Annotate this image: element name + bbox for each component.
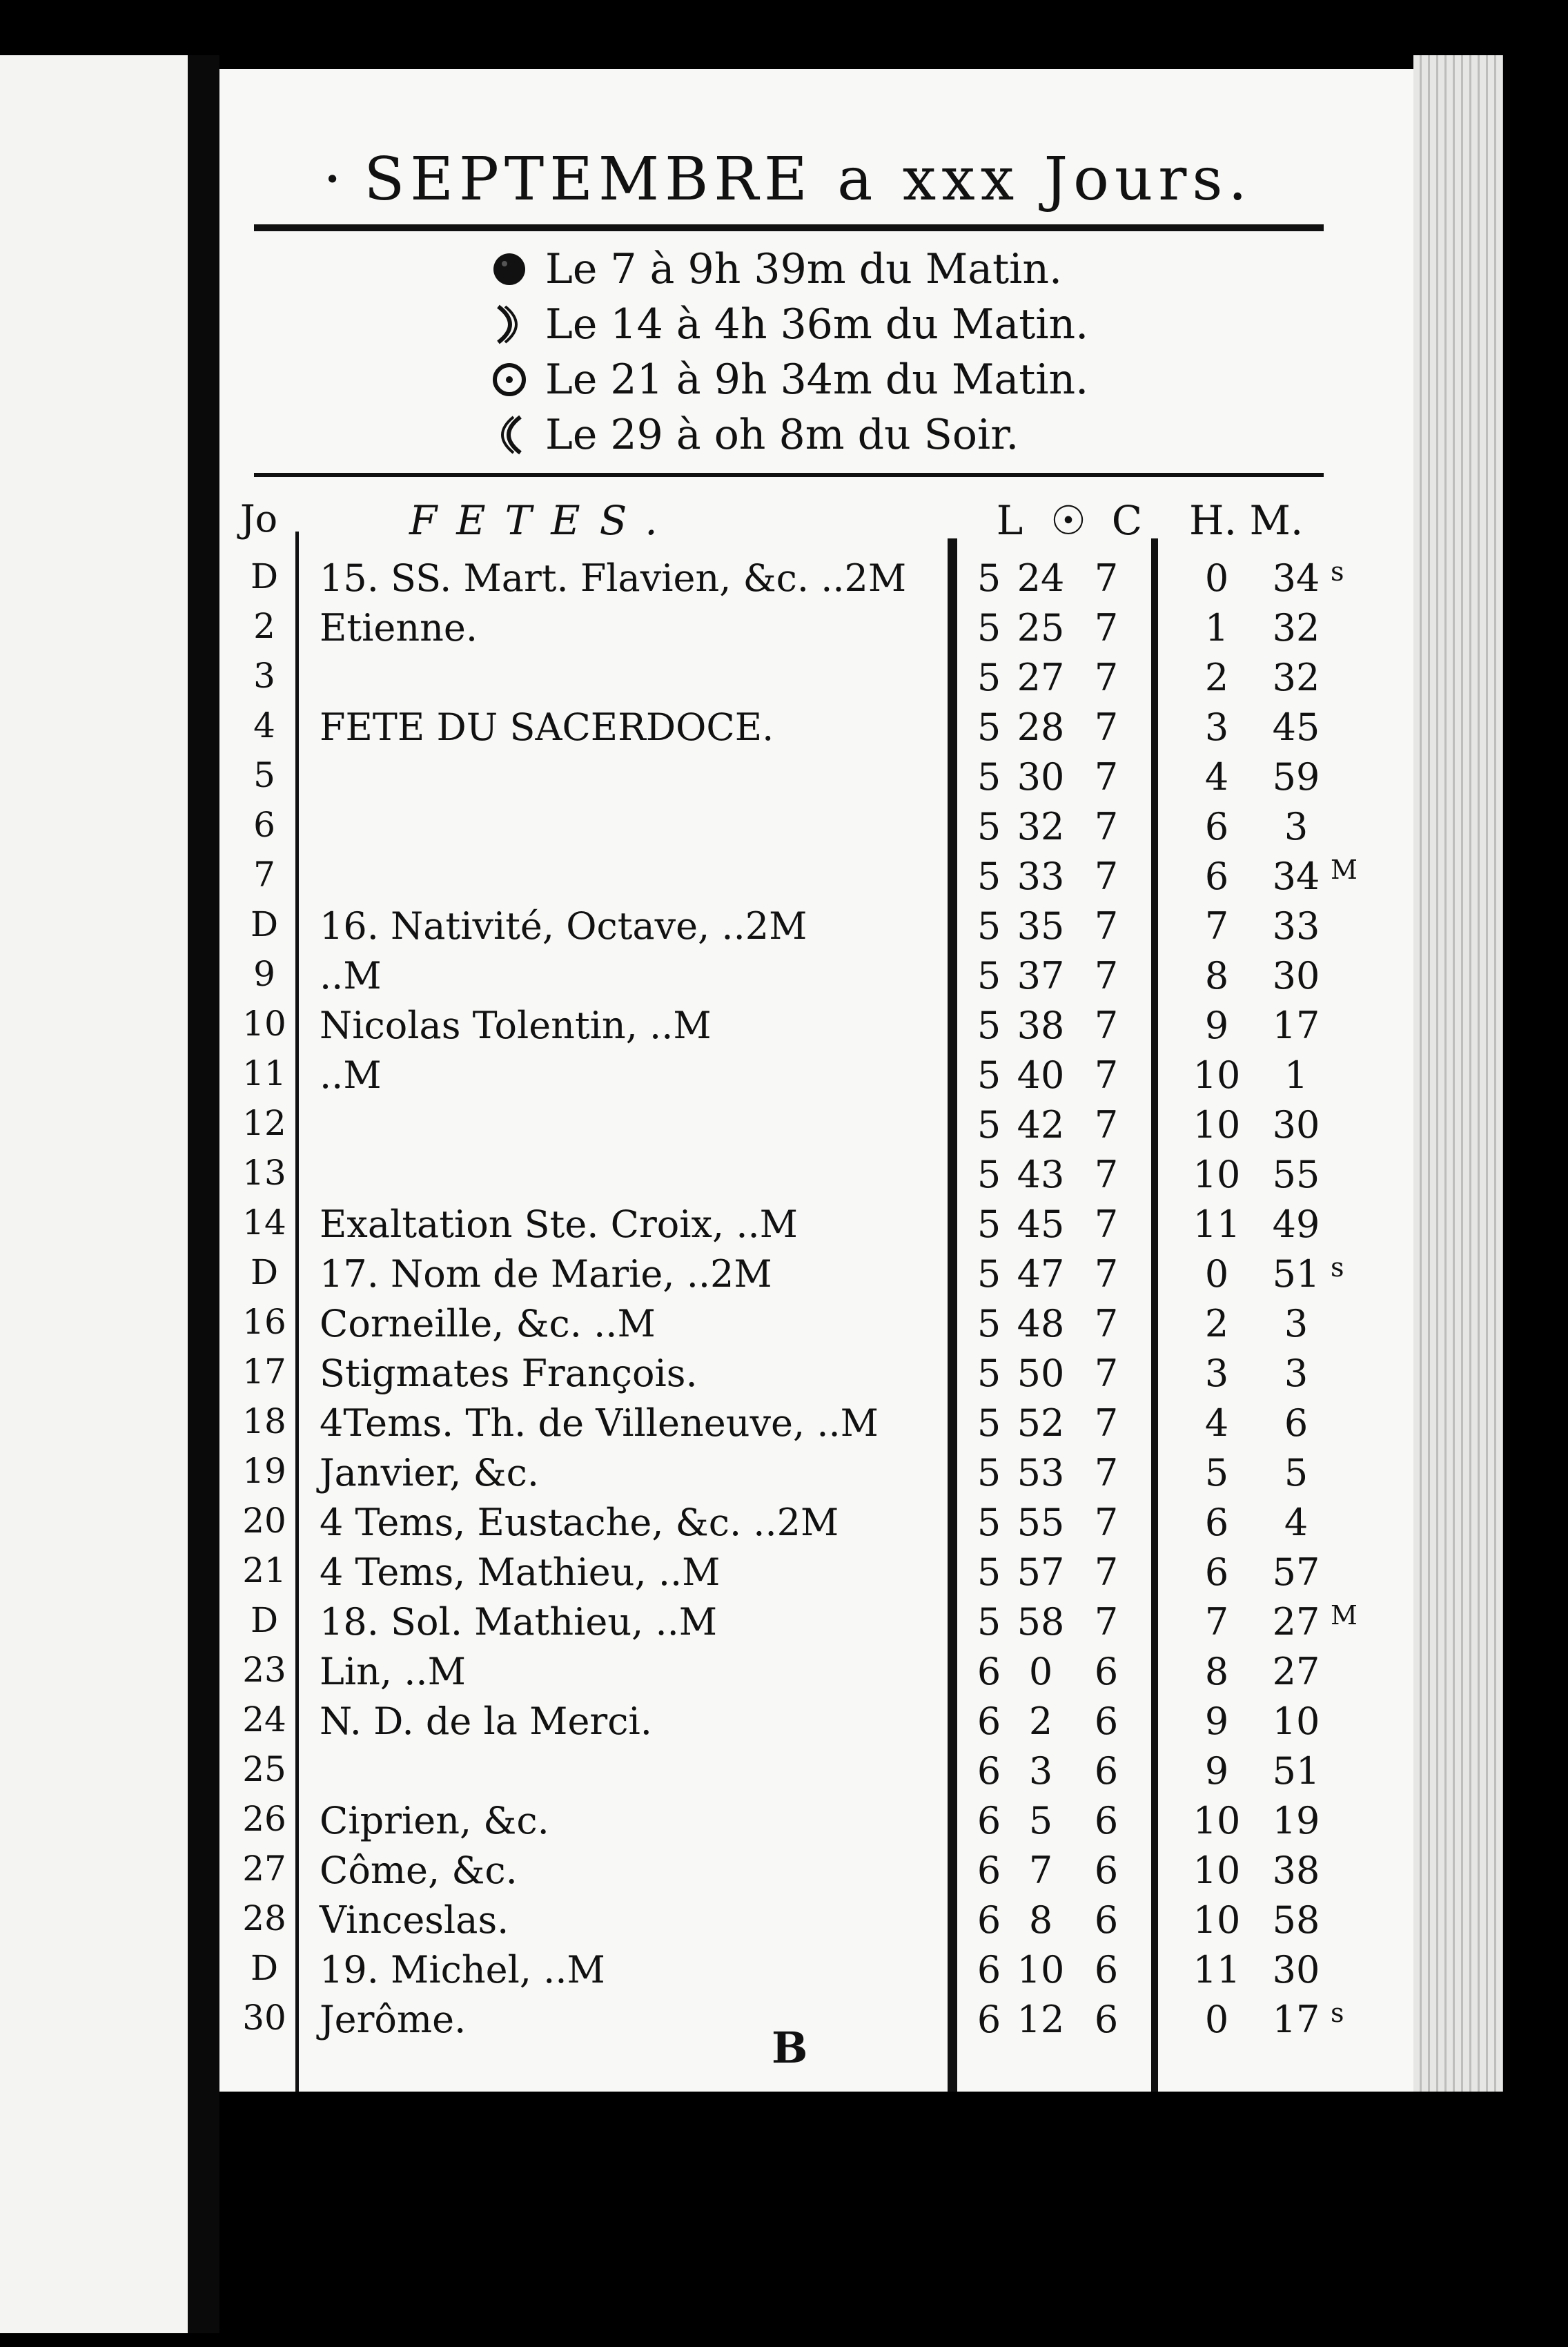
sunset-hour: 7 bbox=[1094, 954, 1119, 997]
sunset-hour: 6 bbox=[1094, 1998, 1119, 2041]
row-fete: Exaltation Ste. Croix, ..M bbox=[320, 1202, 798, 1246]
table-top-rule bbox=[254, 473, 1324, 477]
moon-minute: 59 bbox=[1272, 755, 1320, 799]
last-quarter-icon bbox=[489, 414, 530, 456]
row-fete: ..M bbox=[320, 1053, 382, 1097]
sunset-hour: 7 bbox=[1094, 1451, 1119, 1494]
signature-mark: B bbox=[772, 2023, 808, 2073]
row-fete: ..M bbox=[320, 954, 382, 997]
row-day: D bbox=[250, 1948, 279, 1988]
row-day: 28 bbox=[242, 1898, 286, 1938]
row-day: 17 bbox=[242, 1352, 286, 1392]
row-day: 14 bbox=[242, 1202, 286, 1243]
table-row bbox=[237, 1147, 1375, 1197]
row-day: 2 bbox=[253, 606, 275, 646]
row-fete: 4 Tems, Mathieu, ..M bbox=[320, 1550, 721, 1594]
table-row bbox=[237, 1296, 1375, 1346]
moon-hour: 11 bbox=[1193, 1948, 1241, 1991]
row-day: 16 bbox=[242, 1302, 286, 1342]
sunrise-hour: 5 bbox=[977, 1153, 1001, 1196]
sunrise-hour: 5 bbox=[977, 755, 1001, 799]
moon-minute: 51 bbox=[1272, 1749, 1320, 1793]
table-row bbox=[237, 799, 1375, 849]
sunrise-hour: 5 bbox=[977, 1202, 1001, 1246]
moon-minute: 51 bbox=[1272, 1252, 1320, 1296]
table-row bbox=[237, 700, 1375, 750]
moon-hour: 4 bbox=[1204, 755, 1229, 799]
table-row bbox=[237, 1048, 1375, 1098]
moon-mark: s bbox=[1331, 1252, 1344, 1283]
row-day: D bbox=[250, 1252, 279, 1292]
sunrise-minute: 57 bbox=[1017, 1550, 1065, 1594]
sunset-header: C bbox=[1111, 497, 1143, 544]
moon-minute: 32 bbox=[1272, 606, 1320, 650]
sunrise-hour: 5 bbox=[977, 1252, 1001, 1296]
table-row bbox=[237, 1396, 1375, 1445]
moon-hour: 9 bbox=[1204, 1749, 1229, 1793]
moon-minute: 34 bbox=[1272, 556, 1320, 600]
moon-hour: 9 bbox=[1204, 1700, 1229, 1743]
table-row bbox=[237, 750, 1375, 799]
row-day: D bbox=[250, 556, 279, 596]
sunrise-minute: 10 bbox=[1017, 1948, 1065, 1991]
row-fete: Etienne. bbox=[320, 606, 478, 650]
moon-hour: 7 bbox=[1204, 1600, 1229, 1644]
moon-hour: 3 bbox=[1204, 1352, 1229, 1395]
sunrise-hour: 6 bbox=[977, 1948, 1001, 1991]
sunrise-minute: 58 bbox=[1017, 1600, 1065, 1644]
row-day: 24 bbox=[242, 1700, 286, 1740]
sunset-hour: 7 bbox=[1094, 1202, 1119, 1246]
moon-minute: 38 bbox=[1272, 1849, 1320, 1892]
row-day: D bbox=[250, 1600, 279, 1640]
row-day: 3 bbox=[253, 656, 275, 696]
row-day: 27 bbox=[242, 1849, 286, 1889]
moon-minute: 3 bbox=[1284, 1302, 1309, 1345]
row-day: 23 bbox=[242, 1650, 286, 1690]
phase-text: Le 21 à 9h 34m du Matin. bbox=[545, 356, 1089, 404]
row-day: 18 bbox=[242, 1401, 286, 1441]
row-day: 19 bbox=[242, 1451, 286, 1491]
sunrise-minute: 48 bbox=[1017, 1302, 1065, 1345]
page-title bbox=[323, 145, 1427, 214]
moon-minute: 3 bbox=[1284, 805, 1309, 848]
moon-hour: 2 bbox=[1204, 656, 1229, 699]
sunrise-minute: 37 bbox=[1017, 954, 1065, 997]
sunset-hour: 7 bbox=[1094, 1401, 1119, 1445]
calendar-table bbox=[237, 497, 1375, 2154]
title-rule bbox=[254, 224, 1324, 231]
row-fete: Corneille, &c. ..M bbox=[320, 1302, 656, 1345]
row-fete: 4Tems. Th. de Villeneuve, ..M bbox=[320, 1401, 879, 1445]
sunset-hour: 7 bbox=[1094, 1501, 1119, 1544]
sunrise-minute: 27 bbox=[1017, 656, 1065, 699]
sunrise-hour: 5 bbox=[977, 1004, 1001, 1047]
moon-hour: 11 bbox=[1193, 1202, 1241, 1246]
sunrise-minute: 32 bbox=[1017, 805, 1065, 848]
sunrise-hour: 5 bbox=[977, 705, 1001, 749]
table-row bbox=[237, 1744, 1375, 1793]
row-fete: Côme, &c. bbox=[320, 1849, 518, 1892]
sunrise-minute: 33 bbox=[1017, 855, 1065, 898]
row-fete: 18. Sol. Mathieu, ..M bbox=[320, 1600, 718, 1644]
row-day: 12 bbox=[242, 1103, 286, 1143]
sunrise-header: L bbox=[996, 497, 1023, 544]
moon-column-header: H. M. bbox=[1189, 497, 1304, 544]
sunrise-hour: 5 bbox=[977, 1600, 1001, 1644]
background-bottom bbox=[219, 2092, 1503, 2347]
row-fete: Jerôme. bbox=[320, 1998, 467, 2041]
sunset-hour: 7 bbox=[1094, 1252, 1119, 1296]
table-row bbox=[237, 1545, 1375, 1595]
sunrise-minute: 8 bbox=[1028, 1898, 1053, 1942]
full-moon-icon bbox=[489, 362, 530, 398]
moon-hour: 10 bbox=[1193, 1053, 1241, 1097]
moon-hour: 10 bbox=[1193, 1898, 1241, 1942]
table-row bbox=[237, 1495, 1375, 1545]
moon-minute: 3 bbox=[1284, 1352, 1309, 1395]
table-row bbox=[237, 601, 1375, 650]
table-row bbox=[237, 1595, 1375, 1644]
sunrise-minute: 47 bbox=[1017, 1252, 1065, 1296]
row-fete: 19. Michel, ..M bbox=[320, 1948, 605, 1991]
first-quarter-icon bbox=[489, 304, 530, 345]
table-row bbox=[237, 1247, 1375, 1296]
table-row bbox=[237, 1843, 1375, 1893]
sunrise-minute: 52 bbox=[1017, 1401, 1065, 1445]
sunrise-minute: 50 bbox=[1017, 1352, 1065, 1395]
table-row bbox=[237, 1893, 1375, 1942]
row-day: 7 bbox=[253, 855, 275, 895]
moon-minute: 19 bbox=[1272, 1799, 1320, 1842]
moon-mark: M bbox=[1331, 855, 1358, 885]
phase-new-moon bbox=[489, 242, 1317, 297]
sunrise-minute: 30 bbox=[1017, 755, 1065, 799]
sunset-hour: 7 bbox=[1094, 1053, 1119, 1097]
row-day: 13 bbox=[242, 1153, 286, 1193]
table-row bbox=[237, 1942, 1375, 1992]
sunset-hour: 7 bbox=[1094, 755, 1119, 799]
moon-hour: 10 bbox=[1193, 1103, 1241, 1147]
sunrise-minute: 7 bbox=[1028, 1849, 1053, 1892]
sunrise-hour: 5 bbox=[977, 1053, 1001, 1097]
moon-minute: 1 bbox=[1284, 1053, 1309, 1097]
table-row bbox=[237, 849, 1375, 899]
moon-hour: 7 bbox=[1204, 904, 1229, 948]
sunset-hour: 7 bbox=[1094, 1550, 1119, 1594]
sun-icon: ☉ bbox=[1050, 497, 1086, 544]
book-gutter bbox=[188, 55, 219, 2333]
row-day: 4 bbox=[253, 705, 275, 746]
sunrise-hour: 6 bbox=[977, 1799, 1001, 1842]
moon-minute: 33 bbox=[1272, 904, 1320, 948]
sunrise-minute: 25 bbox=[1017, 606, 1065, 650]
sunset-hour: 7 bbox=[1094, 1153, 1119, 1196]
sunrise-minute: 55 bbox=[1017, 1501, 1065, 1544]
sunset-hour: 6 bbox=[1094, 1749, 1119, 1793]
sunrise-minute: 40 bbox=[1017, 1053, 1065, 1097]
sunrise-hour: 5 bbox=[977, 656, 1001, 699]
moon-minute: 57 bbox=[1272, 1550, 1320, 1594]
sunrise-hour: 5 bbox=[977, 1302, 1001, 1345]
moon-hour: 6 bbox=[1204, 805, 1229, 848]
table-row bbox=[237, 1793, 1375, 1843]
sunset-hour: 6 bbox=[1094, 1849, 1119, 1892]
row-fete: 15. SS. Mart. Flavien, &c. ..2M bbox=[320, 556, 907, 600]
sunrise-hour: 5 bbox=[977, 556, 1001, 600]
row-fete: N. D. de la Merci. bbox=[320, 1700, 652, 1743]
row-day: D bbox=[250, 904, 279, 944]
table-row bbox=[237, 650, 1375, 700]
sunrise-hour: 5 bbox=[977, 1550, 1001, 1594]
sunrise-minute: 2 bbox=[1028, 1700, 1053, 1743]
new-moon-icon bbox=[489, 251, 530, 287]
table-row bbox=[237, 998, 1375, 1048]
phase-text: Le 7 à 9h 39m du Matin. bbox=[545, 245, 1063, 293]
moon-hour: 10 bbox=[1193, 1799, 1241, 1842]
moon-minute: 32 bbox=[1272, 656, 1320, 699]
table-row bbox=[237, 1445, 1375, 1495]
phase-last-quarter bbox=[489, 407, 1317, 462]
moon-mark: s bbox=[1331, 1998, 1344, 2028]
moon-minute: 34 bbox=[1272, 855, 1320, 898]
moon-minute: 45 bbox=[1272, 705, 1320, 749]
moon-minute: 55 bbox=[1272, 1153, 1320, 1196]
moon-hour: 1 bbox=[1204, 606, 1229, 650]
sunrise-hour: 5 bbox=[977, 1103, 1001, 1147]
row-fete: Stigmates François. bbox=[320, 1352, 698, 1395]
sunrise-minute: 42 bbox=[1017, 1103, 1065, 1147]
sunset-hour: 7 bbox=[1094, 656, 1119, 699]
moon-minute: 17 bbox=[1272, 1998, 1320, 2041]
sunset-hour: 6 bbox=[1094, 1650, 1119, 1693]
sunset-hour: 6 bbox=[1094, 1799, 1119, 1842]
sunrise-hour: 5 bbox=[977, 805, 1001, 848]
table-row bbox=[237, 948, 1375, 998]
sunrise-minute: 0 bbox=[1028, 1650, 1053, 1693]
sunset-hour: 7 bbox=[1094, 1302, 1119, 1345]
sunrise-minute: 12 bbox=[1017, 1998, 1065, 2041]
row-fete: Janvier, &c. bbox=[320, 1451, 540, 1494]
almanac-page bbox=[219, 69, 1413, 2092]
sunrise-minute: 28 bbox=[1017, 705, 1065, 749]
day-column-header: Jo bbox=[240, 497, 278, 541]
row-day: 9 bbox=[253, 954, 275, 994]
sunrise-hour: 5 bbox=[977, 1401, 1001, 1445]
moon-hour: 8 bbox=[1204, 1650, 1229, 1693]
sunrise-hour: 6 bbox=[977, 1898, 1001, 1942]
moon-minute: 30 bbox=[1272, 1948, 1320, 1991]
sunrise-minute: 3 bbox=[1028, 1749, 1053, 1793]
moon-hour: 0 bbox=[1204, 1252, 1229, 1296]
row-fete: 16. Nativité, Octave, ..2M bbox=[320, 904, 807, 948]
facing-page bbox=[0, 55, 188, 2333]
moon-minute: 5 bbox=[1284, 1451, 1309, 1494]
sunrise-minute: 5 bbox=[1028, 1799, 1053, 1842]
row-day: 20 bbox=[242, 1501, 286, 1541]
moon-minute: 17 bbox=[1272, 1004, 1320, 1047]
title-text: SEPTEMBRE a xxx Jours. bbox=[364, 145, 1253, 214]
sunrise-hour: 6 bbox=[977, 1849, 1001, 1892]
sunset-hour: 7 bbox=[1094, 855, 1119, 898]
phase-full-moon bbox=[489, 352, 1317, 407]
moon-hour: 6 bbox=[1204, 855, 1229, 898]
row-fete: 17. Nom de Marie, ..2M bbox=[320, 1252, 772, 1296]
moon-hour: 0 bbox=[1204, 556, 1229, 600]
row-day: 25 bbox=[242, 1749, 286, 1789]
moon-minute: 49 bbox=[1272, 1202, 1320, 1246]
moon-minute: 58 bbox=[1272, 1898, 1320, 1942]
table-row bbox=[237, 1098, 1375, 1147]
row-day: 10 bbox=[242, 1004, 286, 1044]
page-fore-edge bbox=[1413, 55, 1503, 2098]
sunset-hour: 7 bbox=[1094, 1103, 1119, 1147]
moon-minute: 30 bbox=[1272, 1103, 1320, 1147]
sunset-hour: 7 bbox=[1094, 805, 1119, 848]
row-fete: Vinceslas. bbox=[320, 1898, 509, 1942]
sunrise-minute: 43 bbox=[1017, 1153, 1065, 1196]
sunrise-minute: 24 bbox=[1017, 556, 1065, 600]
moon-minute: 10 bbox=[1272, 1700, 1320, 1743]
moon-hour: 4 bbox=[1204, 1401, 1229, 1445]
moon-hour: 6 bbox=[1204, 1501, 1229, 1544]
moon-hour: 10 bbox=[1193, 1153, 1241, 1196]
row-day: 6 bbox=[253, 805, 275, 845]
row-fete: 4 Tems, Eustache, &c. ..2M bbox=[320, 1501, 839, 1544]
row-fete: Lin, ..M bbox=[320, 1650, 466, 1693]
moon-hour: 5 bbox=[1204, 1451, 1229, 1494]
sunrise-hour: 6 bbox=[977, 1749, 1001, 1793]
row-fete: Ciprien, &c. bbox=[320, 1799, 549, 1842]
moon-hour: 2 bbox=[1204, 1302, 1229, 1345]
sunrise-hour: 6 bbox=[977, 1700, 1001, 1743]
sunset-hour: 7 bbox=[1094, 705, 1119, 749]
sunset-hour: 7 bbox=[1094, 556, 1119, 600]
phase-first-quarter bbox=[489, 297, 1317, 352]
moon-minute: 4 bbox=[1284, 1501, 1309, 1544]
sun-column-header bbox=[986, 497, 1151, 544]
sunrise-hour: 6 bbox=[977, 1998, 1001, 2041]
row-day: 11 bbox=[242, 1053, 286, 1093]
table-row bbox=[237, 1644, 1375, 1694]
sunset-hour: 6 bbox=[1094, 1948, 1119, 1991]
moon-mark: M bbox=[1331, 1600, 1358, 1630]
moon-hour: 8 bbox=[1204, 954, 1229, 997]
sunrise-hour: 6 bbox=[977, 1650, 1001, 1693]
moon-minute: 6 bbox=[1284, 1401, 1309, 1445]
sunrise-minute: 53 bbox=[1017, 1451, 1065, 1494]
fetes-column-header: FETES. bbox=[409, 497, 677, 544]
moon-minute: 30 bbox=[1272, 954, 1320, 997]
sunrise-hour: 5 bbox=[977, 954, 1001, 997]
table-row bbox=[237, 899, 1375, 948]
row-day: 30 bbox=[242, 1998, 286, 2038]
sunset-hour: 7 bbox=[1094, 1004, 1119, 1047]
moon-mark: s bbox=[1331, 556, 1344, 587]
phase-text: Le 14 à 4h 36m du Matin. bbox=[545, 300, 1089, 349]
moon-minute: 27 bbox=[1272, 1650, 1320, 1693]
sunrise-hour: 5 bbox=[977, 1501, 1001, 1544]
sunrise-hour: 5 bbox=[977, 1451, 1001, 1494]
sunset-hour: 7 bbox=[1094, 904, 1119, 948]
table-row bbox=[237, 1694, 1375, 1744]
sunset-hour: 7 bbox=[1094, 606, 1119, 650]
sunset-hour: 6 bbox=[1094, 1898, 1119, 1942]
sunrise-minute: 38 bbox=[1017, 1004, 1065, 1047]
moon-hour: 10 bbox=[1193, 1849, 1241, 1892]
sunrise-minute: 35 bbox=[1017, 904, 1065, 948]
row-day: 5 bbox=[253, 755, 275, 795]
sunrise-hour: 5 bbox=[977, 606, 1001, 650]
moon-hour: 0 bbox=[1204, 1998, 1229, 2041]
moon-phases bbox=[489, 242, 1317, 462]
moon-hour: 9 bbox=[1204, 1004, 1229, 1047]
moon-hour: 3 bbox=[1204, 705, 1229, 749]
sunset-hour: 7 bbox=[1094, 1600, 1119, 1644]
title-lead-mark: · bbox=[323, 145, 348, 214]
moon-minute: 27 bbox=[1272, 1600, 1320, 1644]
row-day: 26 bbox=[242, 1799, 286, 1839]
row-fete: FETE DU SACERDOCE. bbox=[320, 705, 774, 749]
phase-text: Le 29 à oh 8m du Soir. bbox=[545, 411, 1019, 459]
row-fete: Nicolas Tolentin, ..M bbox=[320, 1004, 712, 1047]
sunrise-minute: 45 bbox=[1017, 1202, 1065, 1246]
sunrise-hour: 5 bbox=[977, 1352, 1001, 1395]
row-day: 21 bbox=[242, 1550, 286, 1590]
table-row bbox=[237, 1197, 1375, 1247]
sunset-hour: 7 bbox=[1094, 1352, 1119, 1395]
moon-hour: 6 bbox=[1204, 1550, 1229, 1594]
sunrise-hour: 5 bbox=[977, 904, 1001, 948]
table-row bbox=[237, 1346, 1375, 1396]
sunset-hour: 6 bbox=[1094, 1700, 1119, 1743]
sunrise-hour: 5 bbox=[977, 855, 1001, 898]
calendar-rows bbox=[237, 551, 1375, 2042]
table-row bbox=[237, 551, 1375, 601]
